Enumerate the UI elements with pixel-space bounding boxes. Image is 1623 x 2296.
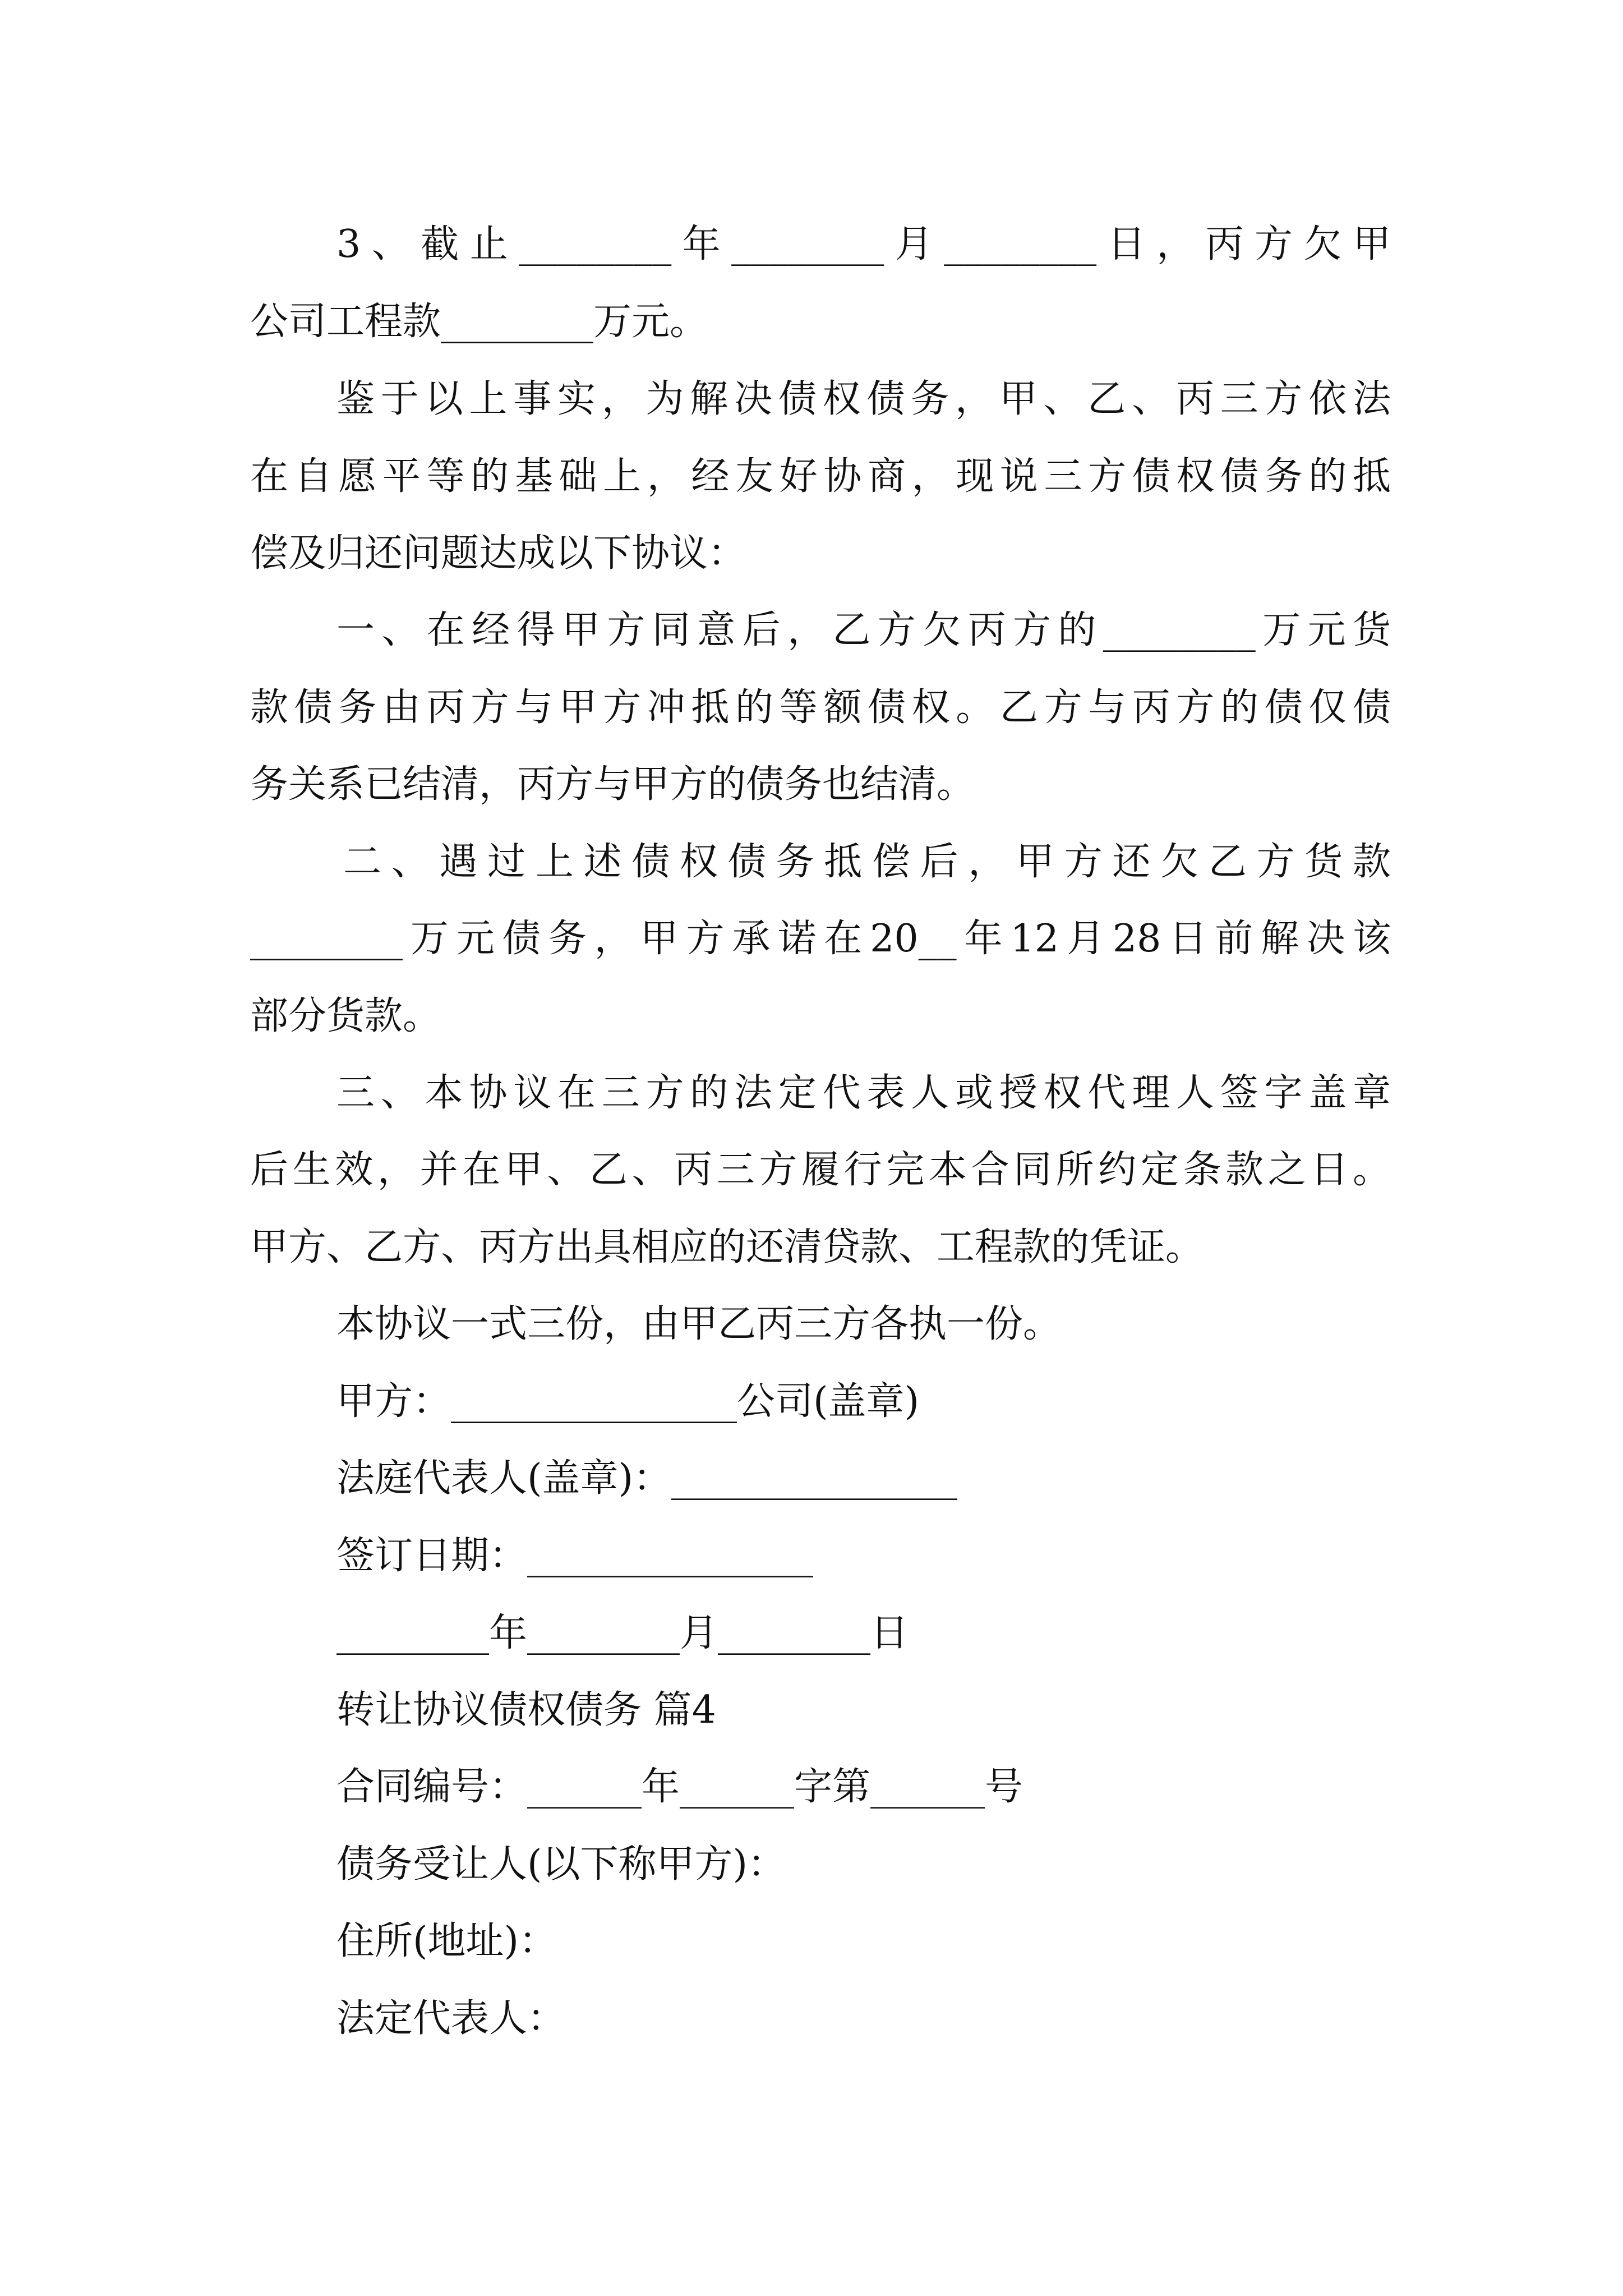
legal-rep-seal-line: 法庭代表人(盖章)：_______________ (336, 1456, 958, 1501)
para-5-line-3: 甲方、乙方、丙方出具相应的还清贷款、工程款的凭证。 (250, 1225, 1204, 1269)
para-4-line-1: 二、遇过上述债权债务抵偿后，甲方还欠乙方货款 (343, 840, 1391, 884)
para-3-line-2: 款债务由丙方与甲方冲抵的等额债权。乙方与丙方的债仅债 (250, 685, 1391, 730)
para-1-line-2: 公司工程款________万元。 (250, 300, 708, 344)
para-3-line-1: 一、在经得甲方同意后，乙方欠丙方的________万元货 (336, 608, 1391, 652)
legal-rep-line: 法定代表人： (336, 1996, 566, 2041)
copies-statement: 本协议一式三份，由甲乙丙三方各执一份。 (336, 1302, 1062, 1346)
contract-number-line: 合同编号：______年______字第______号 (336, 1765, 1023, 1809)
para-2-line-1: 鉴于以上事实，为解决债权债务，甲、乙、丙三方依法 (336, 377, 1391, 421)
party-a-line: 甲方：_______________公司(盖章) (336, 1379, 920, 1424)
para-2-line-2: 在自愿平等的基础上，经友好协商，现说三方债权债务的抵 (250, 454, 1391, 499)
address-line: 住所(地址)： (336, 1919, 557, 1963)
para-1-line-1: 3、截止________年________月________日，丙方欠甲 (336, 222, 1391, 266)
date-blank-line: ________年________月________日 (336, 1611, 909, 1655)
assignee-line: 债务受让人(以下称甲方)： (336, 1842, 786, 1887)
para-5-line-2: 后生效，并在甲、乙、丙三方履行完本合同所约定条款之日。 (250, 1148, 1391, 1192)
para-5-line-1: 三、本协议在三方的法定代表人或授权代理人签字盖章 (336, 1071, 1391, 1115)
para-2-line-3: 偿及归还问题达成以下协议： (250, 531, 746, 576)
para-4-line-3: 部分货款。 (250, 994, 441, 1038)
para-4-line-2: ________万元债务，甲方承诺在20__年12月28日前解决该 (250, 917, 1391, 961)
para-3-line-3: 务关系已结清，丙方与甲方的债务也结清。 (250, 762, 975, 807)
sign-date-line: 签订日期：_______________ (336, 1534, 814, 1578)
section-title: 转让协议债权债务 篇4 (336, 1688, 716, 1732)
